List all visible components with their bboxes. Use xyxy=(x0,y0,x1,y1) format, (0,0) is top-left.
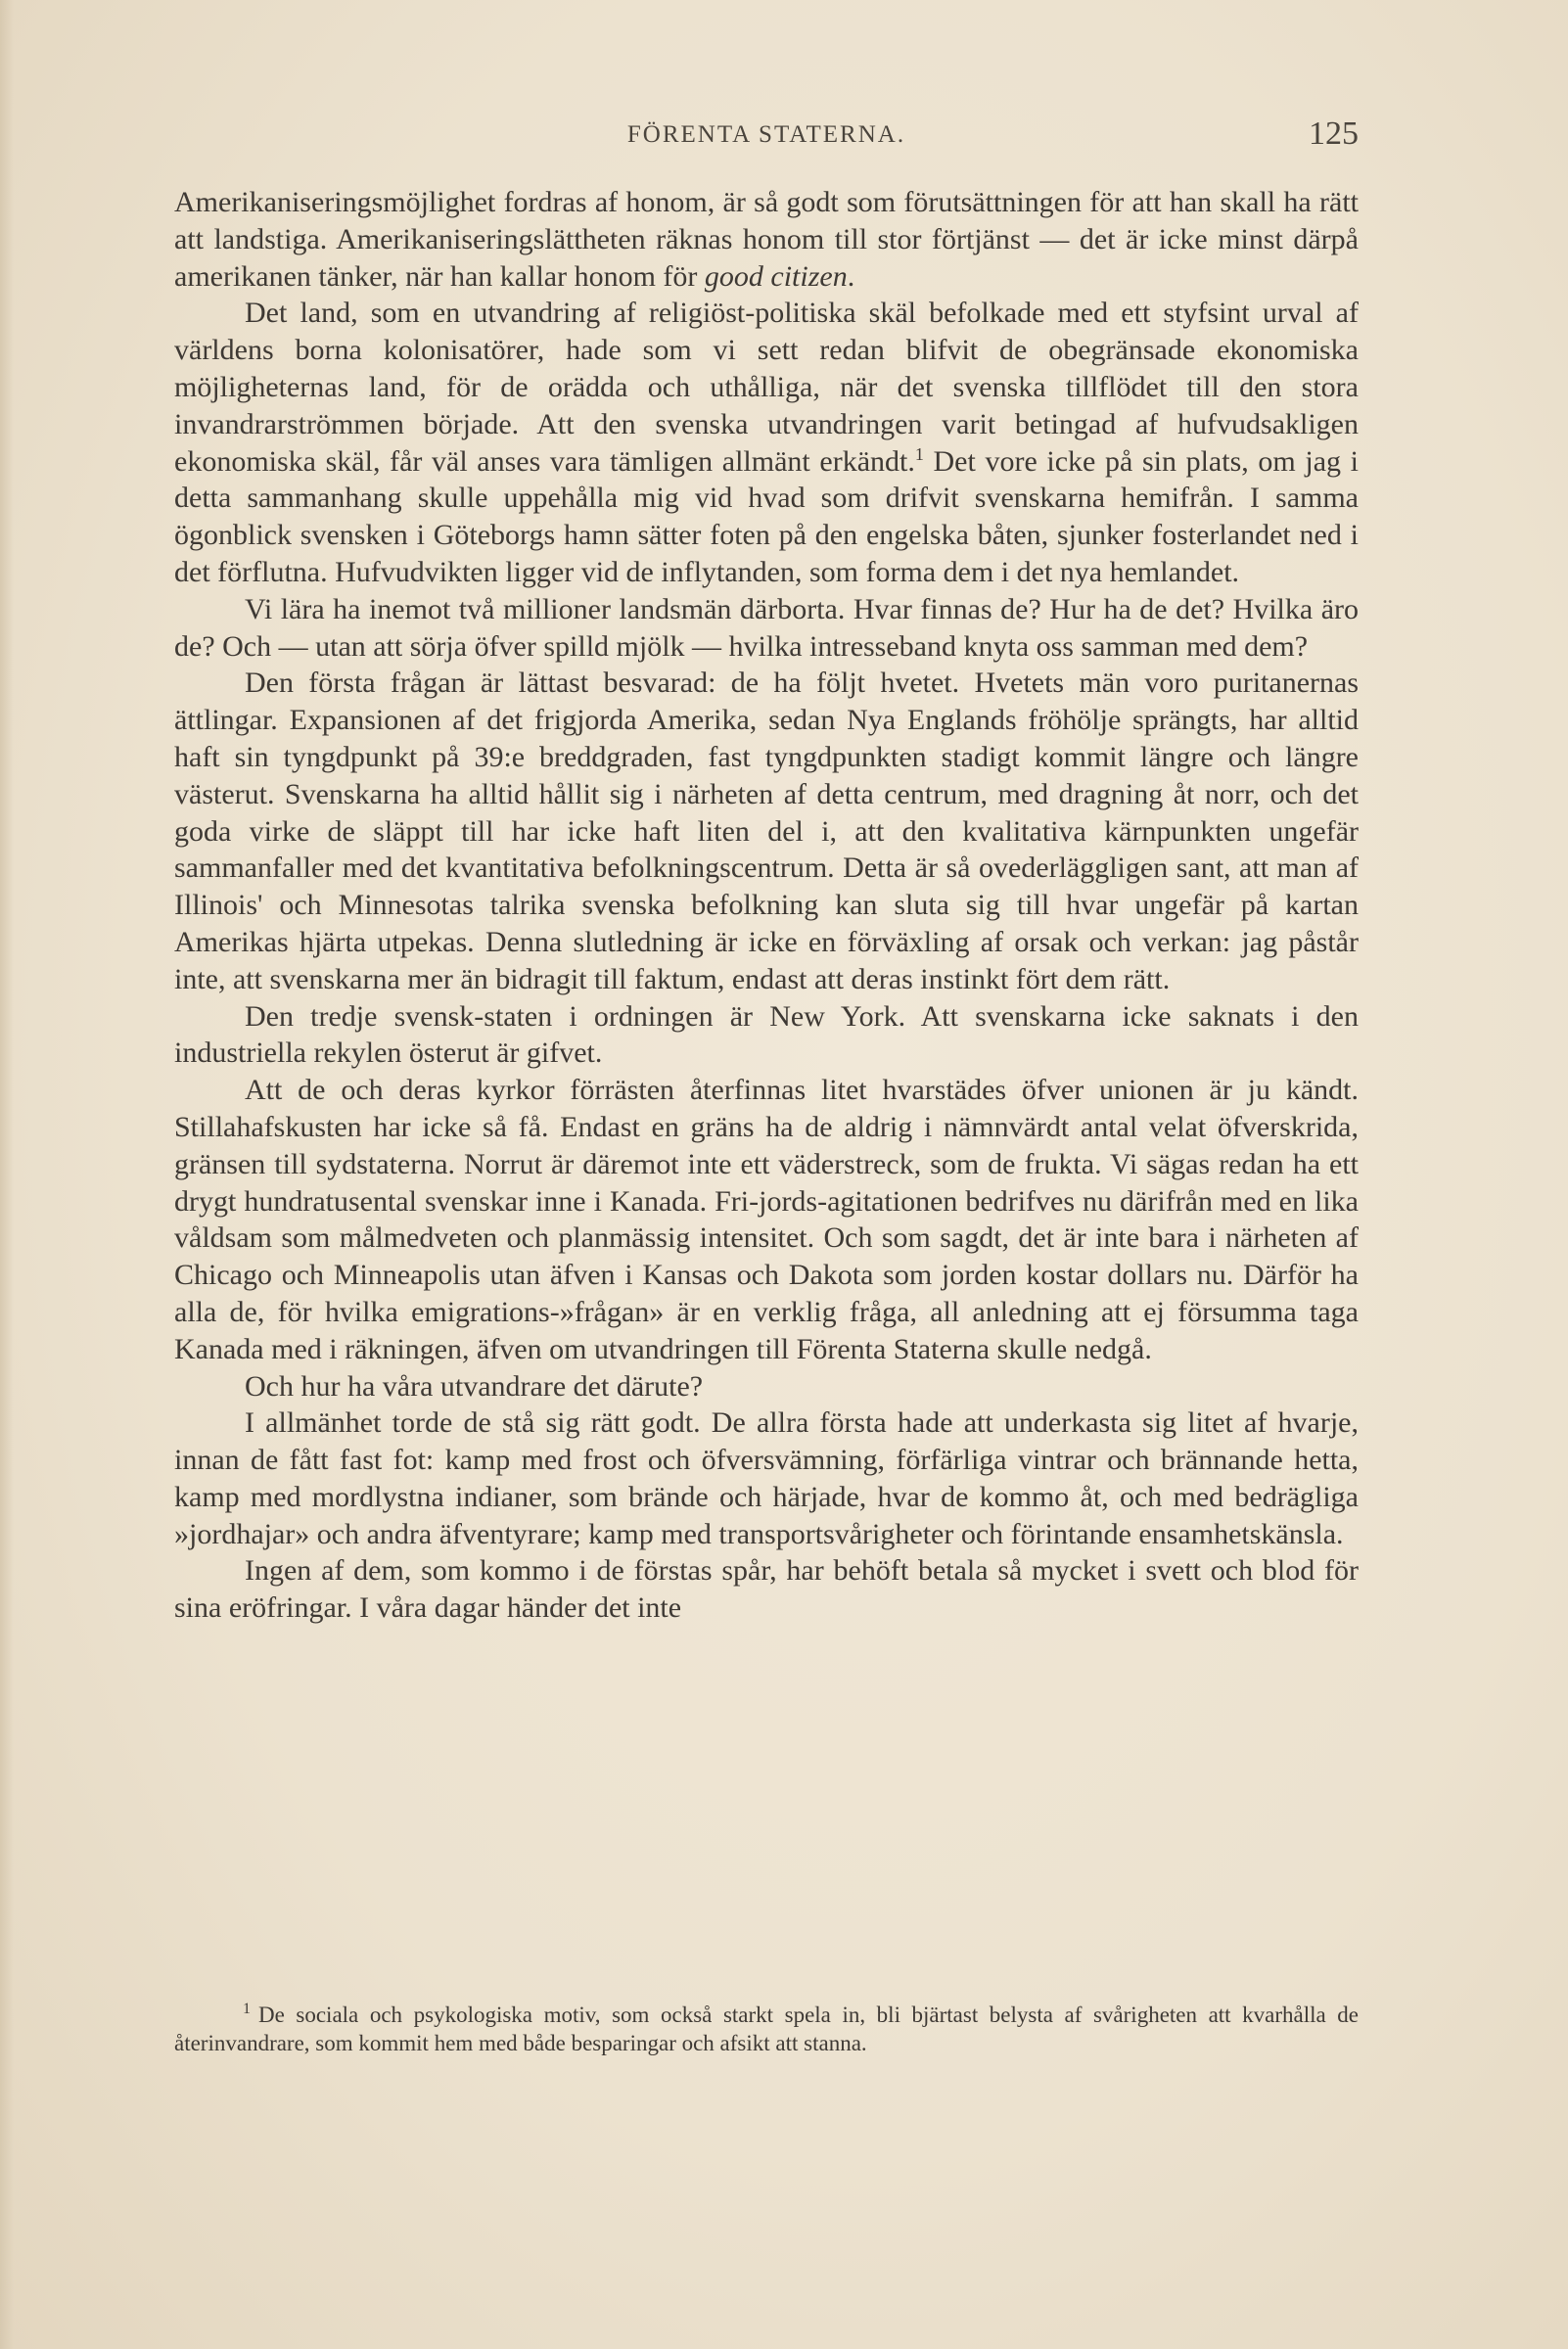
body-text xyxy=(174,184,1359,1627)
footnote-marker: 1 xyxy=(914,443,924,464)
paragraph-9: Ingen af dem, som kommo i de förstas spår, har behöft betala så mycket i svett och blod för sina eröfringar. I våra dagar händer det inte xyxy=(174,1554,1359,1625)
paragraph-7: Och hur ha våra utvandrare det därute? xyxy=(245,1369,704,1403)
paragraph-2 xyxy=(174,295,1359,590)
paragraph-6: Att de och deras kyrkor förrästen återfinnas litet hvarstädes öfver unionen är ju kändt. Stillahafskusten har icke så få. Endast en gräns ha de aldrig i nämnvärdt antal velat öfverskrida, gränsen till sydstaterna. Norrut är däremot inte ett väderstreck, som de frukta. Vi sägas redan ha ett drygt hundratusental svenskar inne i Kanada. Fri-jords-agitationen bedrifves nu därifrån med en lika våldsam som målmedveten och planmässig intensitet. Och som sagdt, det är inte bara i närheten af Chicago och Minneapolis utan äfven i Kansas och Dakota som jorden kostar dollars nu. Därför ha alla de, för hvilka emigrations-»frågan» är en verklig fråga, all anledning att ej försumma taga Kanada med i räkningen, äfven om utvandringen till Förenta Staterna skulle nedgå. xyxy=(174,1074,1359,1365)
paragraph-2-text-b: Det vore icke på sin plats, om jag i detta sammanhang skulle uppehålla mig vid hvad som drifvit svenskarna hemifrån. I samma ögonblick svensken i Göteborgs hamn sätter foten på den engelska båten, sjunker fosterlandet ned i det förflutna. Hufvudvikten ligger vid de inflytanden, som forma dem i det nya hemlandet. xyxy=(174,444,1359,588)
page-binding-edge xyxy=(0,0,14,2349)
paragraph-1-end: . xyxy=(847,259,855,293)
page-number: 125 xyxy=(1309,115,1359,152)
footnote-number: 1 xyxy=(243,2001,251,2018)
footnote-text: De sociala och psykologiska motiv, som också starkt spela in, bli bjärtast belysta af svårigheten att kvarhålla de återinvandrare, som kommit hem med både besparingar och afsikt att stanna. xyxy=(174,2003,1359,2055)
paragraph-1 xyxy=(174,184,1359,295)
running-head xyxy=(174,115,1359,155)
paragraph-1-text: Amerikaniseringsmöjlighet fordras af honom, är så godt som förutsättningen för att han skall ha rätt att landstiga. Amerikaniseringslättheten räknas honom till stor förtjänst — det är icke minst därpå amerikanen tänker, när han kallar honom för xyxy=(174,186,1359,293)
paragraph-8: I allmänhet torde de stå sig rätt godt. De allra första hade att underkasta sig litet af hvarje, innan de fått fast fot: kamp med frost och öfversvämning, förfärliga vintrar och brännande hetta, kamp med mordlystna indianer, som brände och härjade, hvar de kommo åt, och med bedrägliga »jordhajar» och andra äfventyrare; kamp med transportsvårigheter och förintande ensamhetskänsla. xyxy=(174,1406,1359,1550)
italic-phrase: good citizen xyxy=(704,259,848,293)
footnote xyxy=(174,2001,1359,2057)
paragraph-2-text-a: Det land, som en utvandring af religiöst-politiska skäl befolkade med ett styfsint urval af världens borna kolonisatörer, hade som vi sett redan blifvit de obegränsade ekonomiska möjligheternas land, för de orädda och uthålliga, när det svenska tillflödet till den stora invandrarströmmen började. Att den svenska utvandringen varit betingad af hufvudsakligen ekonomiska skäl, får väl anses vara tämligen allmänt erkändt. xyxy=(174,297,1359,478)
paragraph-5: Den tredje svensk-staten i ordningen är New York. Att svenskarna icke saknats i den industriella rekylen österut är gifvet. xyxy=(174,999,1359,1070)
paragraph-4: Den första frågan är lättast besvarad: de ha följt hvetet. Hvetets män voro puritanernas ättlingar. Expansionen af det frigjorda Amerika, sedan Nya Englands fröhölje sprängts, har alltid haft sin tyngdpunkt på 39:e breddgraden, fast tyngdpunkten stadigt kommit längre och längre västerut. Svenskarna ha alltid hållit sig i närheten af detta centrum, med dragning åt norr, och det goda virke de släppt till har icke haft liten del i, att den kvalitativa kärnpunkten ungefär sammanfaller med det kvantitativa befolkningscentrum. Detta är så ovederläggligen sant, att man af Illinois' och Minnesotas talrika svenska befolkning kan sluta sig till hvar ungefär på kartan Amerikas hjärta utpekas. Denna slutledning är icke en förväxling af orsak och verkan: jag påstår inte, att svenskarna mer än bidragit till faktum, endast att deras instinkt fört dem rätt. xyxy=(174,667,1359,995)
paragraph-3: Vi lära ha inemot två millioner landsmän därborta. Hvar finnas de? Hur ha de det? Hvilka äro de? Och — utan att sörja öfver spilld mjölk — hvilka intresseband knyta oss samman med dem? xyxy=(174,592,1359,663)
running-title: FÖRENTA STATERNA. xyxy=(626,121,906,148)
